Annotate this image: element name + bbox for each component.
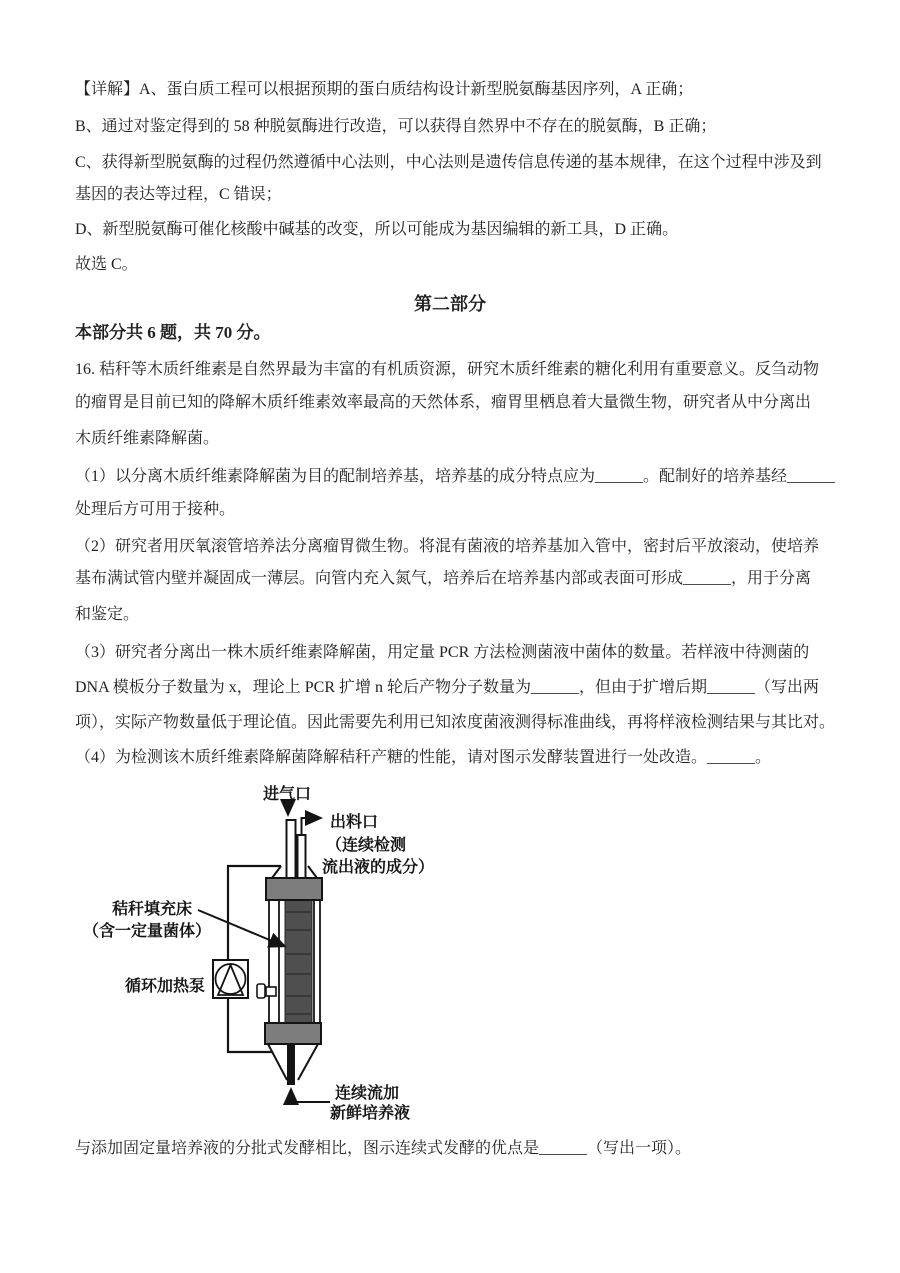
feed-label: 连续流加 — [335, 1085, 400, 1102]
question-line: 和鉴定。 — [75, 606, 140, 623]
fermentation-apparatus-figure — [80, 778, 460, 1130]
question-line: 的瘤胃是目前已知的降解木质纤维素效率最高的天然体系，瘤胃里栖息着大量微生物，研究者从中分离出 — [75, 394, 812, 411]
straw-packed-bed — [285, 900, 312, 1023]
explanation-line: 基因的表达等过程，C 错误； — [75, 186, 282, 203]
question-line: 16. 秸秆等木质纤维素是自然界最为丰富的有机质资源，研究木质纤维素的糖化利用有重要意义。反刍动物 — [75, 361, 820, 378]
question-line: （4）为检测该木质纤维素降解菌降解秸秆产糖的性能，请对图示发酵装置进行一处改造。______。 — [75, 749, 772, 766]
section-title: 第二部分 — [414, 294, 486, 314]
explanation-line: B、通过对鉴定得到的 58 种脱氨酶进行改造，可以获得自然界中不存在的脱氨酶，B 正确； — [75, 118, 717, 135]
explanation-line: 【详解】A、蛋白质工程可以根据预期的蛋白质结构设计新型脱氨酶基因序列，A 正确； — [75, 81, 694, 98]
question-line: （1）以分离木质纤维素降解菌为目的配制培养基，培养基的成分特点应为______。配制好的培养基经______ — [75, 468, 836, 485]
question-line: DNA 模板分子数量为 x，理论上 PCR 扩增 n 轮后产物分子数量为______，但由于扩增后期______（写出两 — [75, 679, 820, 696]
question-line: 处理后方可用于接种。 — [75, 501, 236, 518]
explanation-line: C、获得新型脱氨酶的过程仍然遵循中心法则，中心法则是遗传信息传递的基本规律，在这个过程中涉及到 — [75, 154, 822, 171]
outlet-label: 出料口 — [330, 814, 379, 831]
question-line: 项），实际产物数量低于理论值。因此需要先利用已知浓度菌液测得标准曲线，再将样液检测结果与其比对。 — [75, 714, 836, 731]
explanation-line: 故选 C。 — [75, 256, 138, 273]
question-line: 基布满试管内壁并凝固成一薄层。向管内充入氮气，培养后在培养基内部或表面可形成______，用于分离 — [75, 570, 812, 587]
question-line: （3）研究者分离出一株木质纤维素降解菌，用定量 PCR 方法检测菌液中菌体的数量。若样液中待测菌的 — [75, 644, 810, 661]
feed-tube — [287, 1044, 295, 1085]
outlet-label: 流出液的成分） — [322, 859, 435, 876]
feed-label: 新鲜培养液 — [330, 1105, 411, 1122]
gas-inlet-label: 进气口 — [262, 786, 312, 803]
packed-bed-label: 秸秆填充床 — [112, 901, 193, 918]
section-subtitle: 本部分共 6 题，共 70 分。 — [75, 323, 271, 342]
inlet-outlet-tubes — [287, 820, 306, 881]
top-cap — [266, 878, 322, 900]
outlet-label: （连续检测 — [326, 837, 407, 854]
question-line: 木质纤维素降解菌。 — [75, 430, 220, 447]
packed-bed-label: （含一定量菌体） — [83, 923, 212, 940]
side-port — [257, 984, 276, 998]
explanation-line: D、新型脱氨酶可催化核酸中碱基的改变，所以可能成为基因编辑的新工具，D 正确。 — [75, 221, 679, 238]
outlet-connector-arrow — [302, 818, 321, 835]
bottom-cap — [265, 1023, 321, 1044]
question-closing-line: 与添加固定量培养液的分批式发酵相比，图示连续式发酵的优点是______（写出一项）。 — [75, 1140, 692, 1157]
circulating-pump-symbol — [213, 960, 248, 998]
pump-label: 循环加热泵 — [124, 978, 205, 995]
question-line: （2）研究者用厌氧滚管培养法分离瘤胃微生物。将混有菌液的培养基加入管中，密封后平放滚动，使培养 — [75, 538, 820, 555]
